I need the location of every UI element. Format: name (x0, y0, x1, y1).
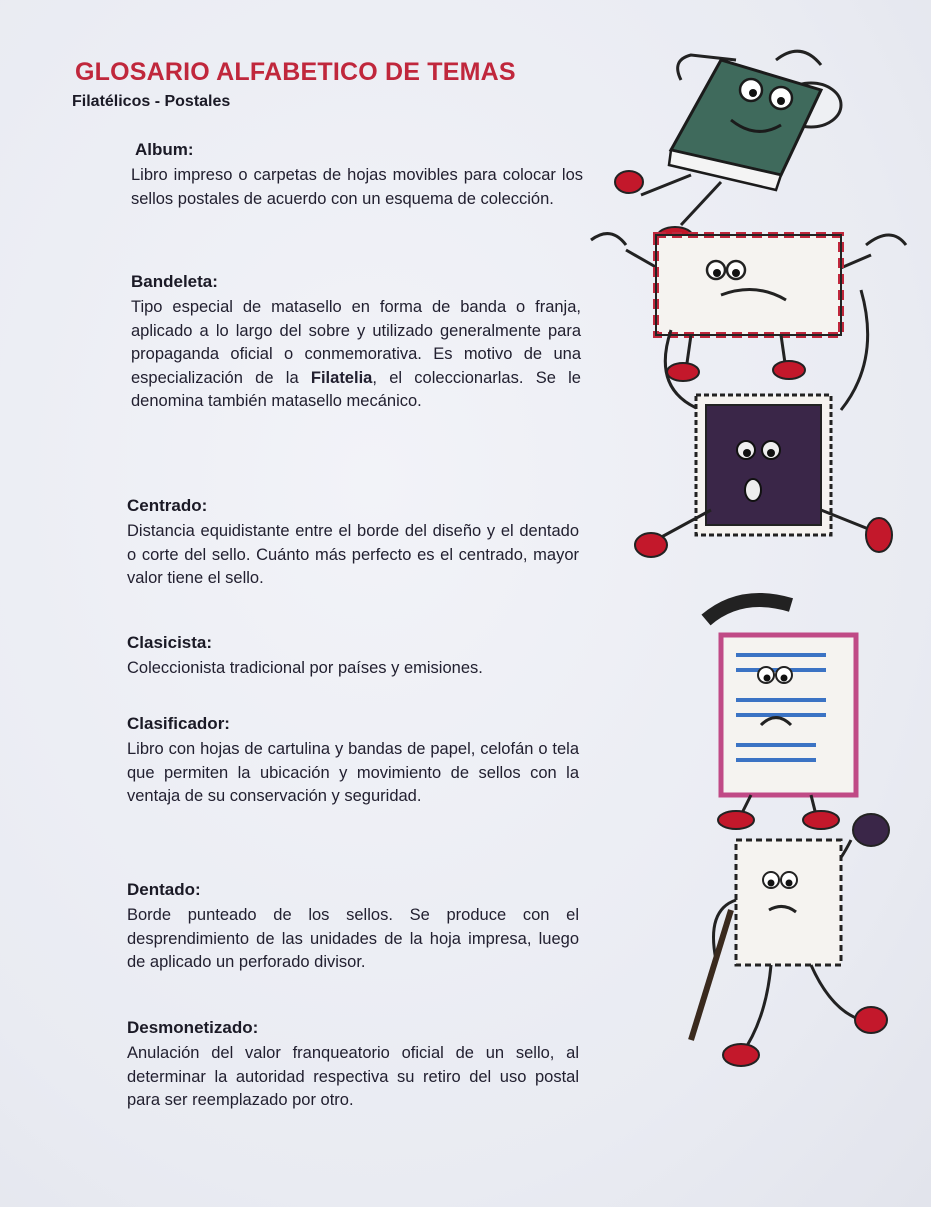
entry-term: Clasificador: (127, 714, 230, 733)
definition-bold-term: Filatelia (310, 368, 373, 387)
glossary-entry-clasicista (127, 633, 579, 681)
definition-text: , el coleccionarlas. Se le denomina también matasello mecánico. (131, 368, 581, 410)
glossary-entry-centrado (127, 496, 579, 591)
album-character-icon (615, 51, 841, 247)
entry-definition (131, 296, 581, 414)
entry-term: Album: (135, 140, 194, 159)
glossary-entry-album (131, 140, 583, 211)
page-title: GLOSARIO ALFABETICO DE TEMAS (75, 58, 516, 86)
stockbook-character-icon (706, 600, 856, 829)
entry-definition: Libro con hojas de cartulina y bandas de papel, celofán o tela que permiten la ubicación y movimiento de sellos con la ventaja de su conservación y seguridad. (127, 740, 579, 805)
glossary-entry-bandeleta (131, 272, 581, 414)
glossary-entry-clasificador (127, 714, 579, 809)
entry-definition: Libro impreso o carpetas de hojas movibles para colocar los sellos postales de acuerdo con un esquema de colección. (131, 166, 583, 208)
envelope-character-icon (591, 234, 906, 381)
definition-text: Tipo especial de matasello en forma de banda o franja, aplicado a lo largo del sobre y utilizado generalmente para propaganda oficial o conmemorativa. Es motivo de una especialización de la (131, 298, 581, 387)
entry-definition: Distancia equidistante entre el borde del diseño y el dentado o corte del sello. Cuánto más perfecto es el centrado, mayor valor tiene el sello. (127, 522, 579, 587)
glossary-entry-dentado (127, 880, 579, 975)
entry-definition: Borde punteado de los sellos. Se produce con el desprendimiento de las unidades de la hoja impresa, luego de aplicado un perforado divisor. (127, 906, 579, 971)
entry-term: Centrado: (127, 496, 208, 515)
entry-term: Dentado: (127, 880, 201, 899)
entry-term: Clasicista: (127, 633, 213, 652)
entry-definition: Anulación del valor franqueatorio oficial de un sello, al determinar la autoridad respectiva su retiro del uso postal para ser reemplazado por otro. (127, 1044, 579, 1109)
glossary-entry-desmonetizado (127, 1018, 579, 1113)
perforated-stamp-character-icon (691, 814, 889, 1066)
page-subtitle: Filatélicos - Postales (72, 93, 231, 110)
entry-term: Bandeleta: (131, 272, 218, 291)
entry-definition: Coleccionista tradicional por países y emisiones. (127, 659, 483, 677)
cartoon-illustrations (571, 30, 931, 1100)
entry-term: Desmonetizado: (127, 1018, 259, 1037)
